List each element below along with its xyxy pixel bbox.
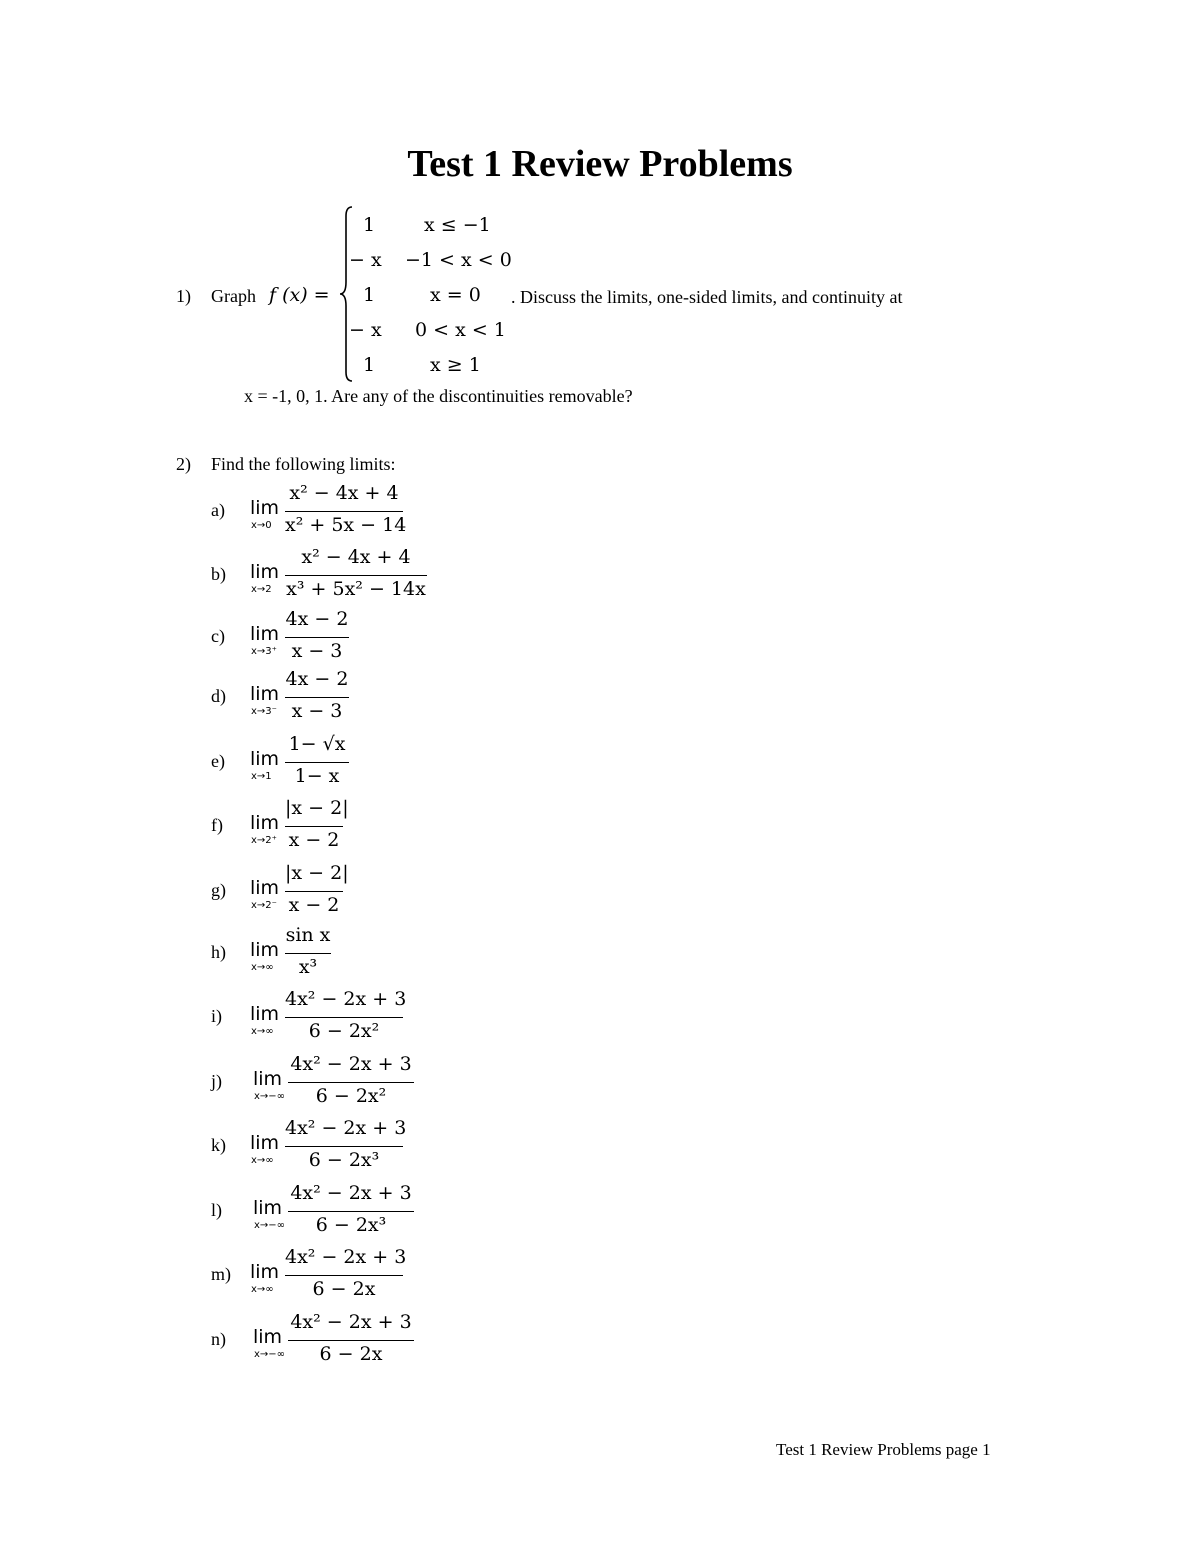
lim-operator: lim: [250, 939, 280, 961]
lim-operator: lim: [250, 623, 280, 645]
lim-operator: lim: [250, 497, 280, 519]
fraction: [285, 733, 349, 793]
fraction-numerator: 4x² − 2x + 3: [290, 1311, 412, 1333]
page-footer: Test 1 Review Problems page 1: [776, 1440, 991, 1459]
page-title: Test 1 Review Problems: [407, 143, 793, 185]
fraction-bar: [285, 1146, 403, 1147]
limit-item-label: m): [211, 1264, 231, 1284]
limit-item-label: k): [211, 1135, 226, 1155]
limit-item-label: e): [211, 751, 225, 771]
fraction-denominator: x − 3: [291, 700, 343, 722]
fraction-numerator: 4x² − 2x + 3: [285, 1246, 407, 1268]
limit-item-label: j): [211, 1071, 222, 1091]
limit-approach: x→∞: [251, 1155, 274, 1166]
limit-item-label: b): [211, 564, 226, 584]
limit-item-label: n): [211, 1329, 226, 1349]
lim-operator: lim: [250, 877, 280, 899]
case-4-condition: 0 < x < 1: [415, 319, 506, 341]
lim-operator: lim: [253, 1068, 283, 1090]
case-1-value: 1: [363, 214, 376, 236]
fraction-numerator: x² − 4x + 4: [289, 482, 399, 504]
lim-operator: lim: [250, 1261, 280, 1283]
limit-item-label: c): [211, 626, 225, 646]
limit-approach: x→−∞: [254, 1091, 286, 1102]
case-5-condition: x ≥ 1: [430, 354, 481, 376]
lim-operator: lim: [250, 561, 280, 583]
case-2-condition: −1 < x < 0: [405, 249, 512, 271]
lim-operator: lim: [250, 812, 280, 834]
fraction-denominator: x − 2: [288, 829, 340, 851]
fraction-numerator: 1− √x: [288, 733, 346, 755]
limit-approach: x→1: [251, 771, 272, 782]
problem-lead: Graph: [211, 286, 256, 306]
fraction-denominator: 6 − 2x²: [315, 1085, 387, 1107]
case-4-value: − x: [349, 319, 382, 341]
fraction-bar: [288, 1211, 414, 1212]
fraction-denominator: x³: [298, 956, 318, 978]
fraction-denominator: x² + 5x − 14: [285, 514, 407, 536]
fraction: [285, 608, 349, 668]
fraction-numerator: |x − 2|: [285, 862, 349, 884]
lim-operator: lim: [250, 748, 280, 770]
limit-approach: x→2⁻: [251, 900, 277, 911]
fraction: [285, 1246, 407, 1306]
fraction: [288, 1311, 414, 1371]
fraction: [285, 668, 349, 728]
fraction-bar: [285, 575, 427, 576]
fraction-denominator: 1− x: [294, 765, 340, 787]
fraction-numerator: x² − 4x + 4: [301, 546, 411, 568]
fraction-numerator: 4x² − 2x + 3: [290, 1053, 412, 1075]
fraction-bar: [285, 891, 343, 892]
fraction-numerator: 4x² − 2x + 3: [290, 1182, 412, 1204]
fraction-bar: [285, 762, 349, 763]
limit-approach: x→2⁺: [251, 835, 277, 846]
limit-approach: x→0: [251, 520, 272, 531]
fraction: [285, 546, 427, 606]
fraction-denominator: 6 − 2x³: [315, 1214, 387, 1236]
fraction: [285, 862, 349, 922]
function-name: f (x) =: [269, 284, 330, 306]
fraction-denominator: 6 − 2x³: [308, 1149, 380, 1171]
fraction-bar: [285, 511, 403, 512]
lim-operator: lim: [253, 1326, 283, 1348]
fraction-numerator: 4x − 2: [285, 668, 349, 690]
fraction-denominator: x − 3: [291, 640, 343, 662]
fraction-numerator: 4x² − 2x + 3: [285, 988, 407, 1010]
problem-number: 2): [176, 454, 191, 474]
lim-operator: lim: [250, 1132, 280, 1154]
case-2-value: − x: [349, 249, 382, 271]
case-5-value: 1: [363, 354, 376, 376]
limit-item-label: i): [211, 1006, 222, 1026]
limit-item-label: l): [211, 1200, 222, 1220]
fraction-bar: [285, 953, 331, 954]
fraction-bar: [285, 826, 343, 827]
fraction: [288, 1182, 414, 1242]
lim-operator: lim: [250, 1003, 280, 1025]
limit-approach: x→∞: [251, 1284, 274, 1295]
limit-item-label: f): [211, 815, 223, 835]
problem-1-instruction-line2: x = -1, 0, 1. Are any of the discontinuities removable?: [244, 386, 633, 406]
fraction-numerator: 4x² − 2x + 3: [285, 1117, 407, 1139]
fraction: [285, 797, 349, 857]
fraction-bar: [285, 1017, 403, 1018]
fraction-denominator: 6 − 2x: [319, 1343, 383, 1365]
fraction: [285, 988, 407, 1048]
fraction-denominator: 6 − 2x²: [308, 1020, 380, 1042]
limit-item-label: h): [211, 942, 226, 962]
lim-operator: lim: [250, 683, 280, 705]
limit-approach: x→∞: [251, 1026, 274, 1037]
fraction-denominator: x³ + 5x² − 14x: [286, 578, 426, 600]
fraction: [285, 1117, 407, 1177]
limit-approach: x→2: [251, 584, 272, 595]
problem-lead: Find the following limits:: [211, 454, 396, 474]
fraction-numerator: 4x − 2: [285, 608, 349, 630]
limit-item-label: d): [211, 686, 226, 706]
limit-approach: x→−∞: [254, 1349, 286, 1360]
case-3-condition: x = 0: [430, 284, 481, 306]
case-3-value: 1: [363, 284, 376, 306]
problem-number: 1): [176, 286, 191, 306]
fraction-numerator: sin x: [285, 924, 331, 946]
piecewise-brace: [338, 204, 358, 384]
case-1-condition: x ≤ −1: [424, 214, 491, 236]
fraction-denominator: x − 2: [288, 894, 340, 916]
fraction-bar: [285, 697, 349, 698]
fraction: [285, 482, 407, 542]
fraction-bar: [285, 637, 349, 638]
fraction-bar: [288, 1082, 414, 1083]
lim-operator: lim: [253, 1197, 283, 1219]
limit-approach: x→3⁺: [251, 646, 277, 657]
fraction-numerator: |x − 2|: [285, 797, 349, 819]
limit-approach: x→3⁻: [251, 706, 277, 717]
problem-1-instruction: . Discuss the limits, one-sided limits, and continuity at: [511, 287, 903, 307]
limit-item-label: g): [211, 880, 226, 900]
fraction-bar: [288, 1340, 414, 1341]
fraction-bar: [285, 1275, 403, 1276]
fraction: [288, 1053, 414, 1113]
limit-item-label: a): [211, 500, 225, 520]
limit-approach: x→∞: [251, 962, 274, 973]
fraction-denominator: 6 − 2x: [312, 1278, 376, 1300]
limit-approach: x→−∞: [254, 1220, 286, 1231]
fraction: [285, 924, 331, 984]
